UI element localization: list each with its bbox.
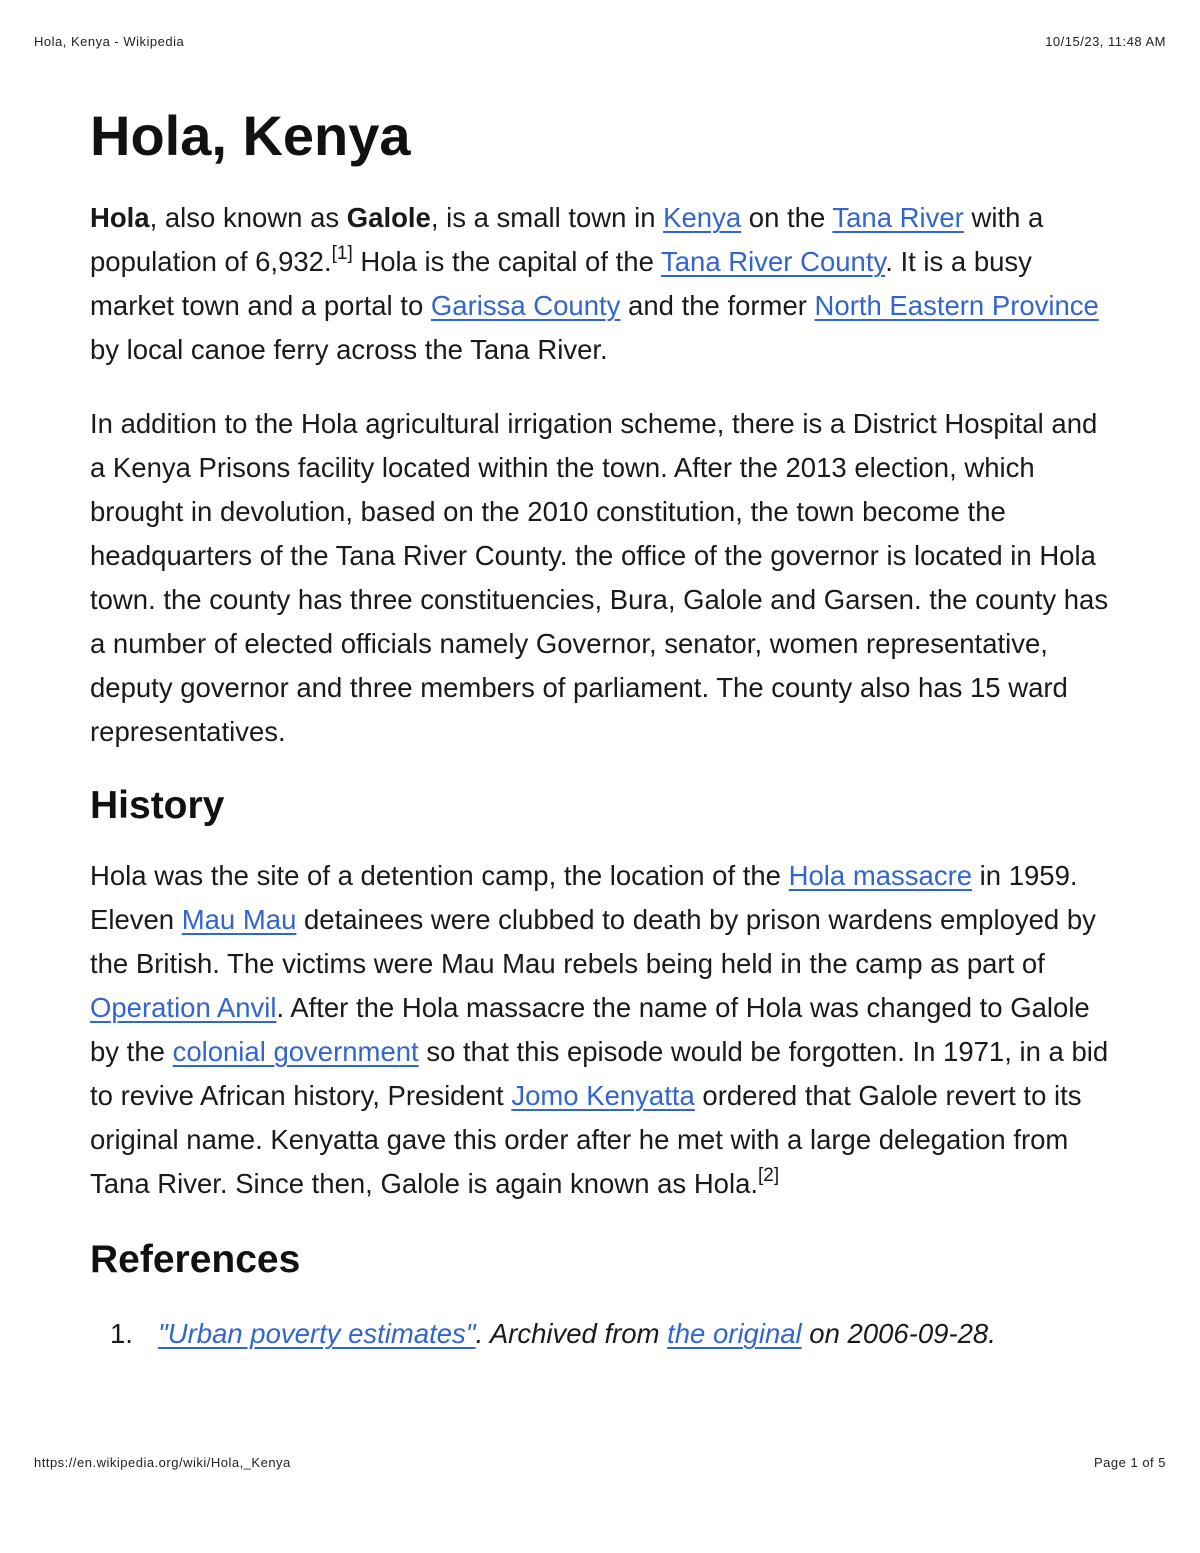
link-jomo-kenyatta[interactable]: Jomo Kenyatta [511, 1080, 695, 1111]
citation-1[interactable]: [1] [331, 242, 353, 264]
print-header-title: Hola, Kenya - Wikipedia [34, 34, 185, 49]
section-heading-references: References [90, 1238, 301, 1281]
page-title: Hola, Kenya [90, 104, 411, 167]
history-paragraph: Hola was the site of a detention camp, the location of the Hola massacre in 1959. Eleven Mau Mau detainees were clubbed to death by prison wardens employed by the British. The victims were Mau Mau rebels being held in the camp as part of Operation Anvil. After the Hola massacre the name of Hola was changed to Galole by the colonial government so that this episode would be forgotten. In 1971, in a bid to revive African history, President Jomo Kenyatta ordered that Galole revert to its original name. Kenyatta gave this order after he met with a large delegation from Tana River. Since then, Galole is again known as Hola.[2] [90, 860, 1109, 1199]
link-operation-anvil[interactable]: Operation Anvil [90, 992, 277, 1023]
bold-alt-name: Galole [346, 202, 431, 233]
section-heading-history: History [90, 784, 225, 827]
bold-name: Hola [90, 202, 150, 233]
print-footer-url: https://en.wikipedia.org/wiki/Hola,_Kenya [34, 1455, 291, 1470]
link-hola-massacre[interactable]: Hola massacre [788, 860, 973, 891]
intro-paragraph-1: Hola, also known as Galole, is a small town in Kenya on the Tana River with a population of 6,932.[1] Hola is the capital of the Tana River County. It is a busy market town and a portal to Garissa County and the former North Eastern Province by local canoe ferry across the Tana River. [90, 202, 1099, 365]
reference-archive-link[interactable]: the original [667, 1318, 802, 1349]
reference-item [90, 1312, 1120, 1356]
reference-title-link[interactable]: "Urban poverty estimates" [158, 1318, 476, 1349]
print-footer-page-number: Page 1 of 5 [1094, 1455, 1166, 1470]
link-tana-river-county[interactable]: Tana River County [661, 246, 886, 277]
link-kenya[interactable]: Kenya [663, 202, 742, 233]
article-content [90, 98, 1120, 1356]
link-colonial-government[interactable]: colonial government [172, 1036, 419, 1067]
reference-text: "Urban poverty estimates". Archived from the original on 2006-09-28. [158, 1318, 996, 1349]
reference-number: 1. [110, 1318, 133, 1349]
link-mau-mau[interactable]: Mau Mau [181, 904, 297, 935]
link-tana-river[interactable]: Tana River [832, 202, 964, 233]
references-list [90, 1312, 1120, 1356]
link-north-eastern-province[interactable]: North Eastern Province [814, 290, 1099, 321]
print-header-datetime: 10/15/23, 11:48 AM [1045, 34, 1166, 49]
intro-paragraph-2: In addition to the Hola agricultural irrigation scheme, there is a District Hospital and a Kenya Prisons facility located within the town. After the 2013 election, which brought in devolution, based on the 2010 constitution, the town become the headquarters of the Tana River County. the office of the governor is located in Hola town. the county has three constituencies, Bura, Galole and Garsen. the county has a number of elected officials namely Governor, senator, women representative, deputy governor and three members of parliament. The county also has 15 ward representatives. [90, 408, 1109, 747]
print-footer [34, 1455, 1166, 1470]
citation-2[interactable]: [2] [758, 1164, 780, 1186]
print-header [34, 34, 1166, 49]
link-garissa-county[interactable]: Garissa County [430, 290, 621, 321]
